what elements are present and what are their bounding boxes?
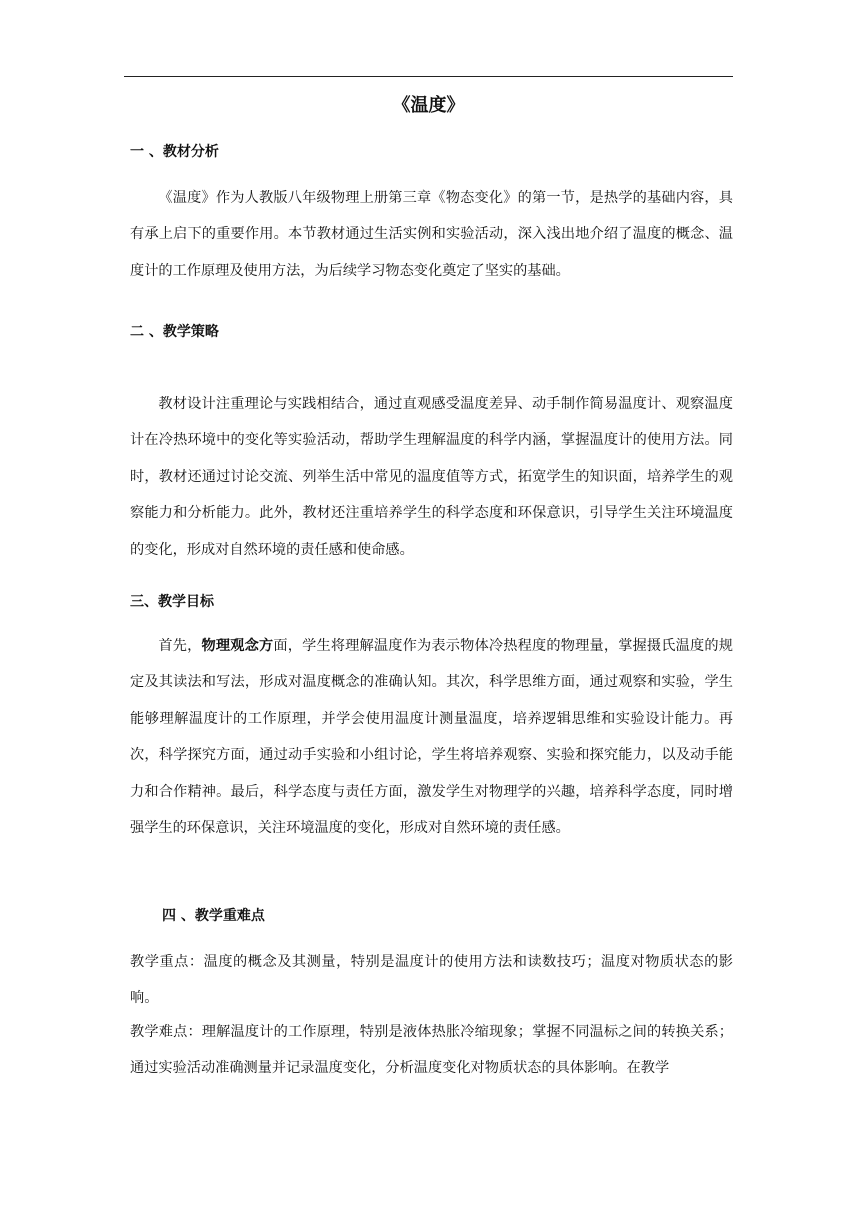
emphasis-text: 物理观念方 <box>201 638 274 654</box>
section-paragraph <box>130 628 733 846</box>
paragraph-prefix: 首先， <box>158 638 202 654</box>
section-heading-key-points: 四 、教学重难点 <box>162 908 265 924</box>
section-heading-teaching-strategy: 二 、教学策略 <box>130 324 219 340</box>
header-rule <box>124 76 733 77</box>
section-paragraph: 《温度》作为人教版八年级物理上册第三章《物态变化》的第一节，是热学的基础内容，具有承上启下的重要作用。本节教材通过生活实例和实验活动，深入浅出地介绍了温度的概念、温度计的工作原理及使用方法，为后续学习物态变化奠定了坚实的基础。 <box>130 190 733 279</box>
paragraph-rest: 面，学生将理解温度作为表示物体冷热程度的物理量，掌握摄氏温度的规定及其读法和写法，形成对温度概念的准确认知。其次，科学思维方面，通过观察和实验，学生能够理解温度计的工作原理，并学会使用温度计测量温度，培养逻辑思维和实验设计能力。再次，科学探究方面，通过动手实验和小组讨论，学生将培养观察、实验和探究能力，以及动手能力和合作精神。最后，科学态度与责任方面，激发学生对物理学的兴趣，培养科学态度，同时增强学生的环保意识，关注环境温度的变化，形成对自然环境的责任感。 <box>130 638 733 837</box>
section-heading-textbook-analysis: 一 、教材分析 <box>130 144 219 160</box>
section-paragraph: 教学难点：理解温度计的工作原理，特别是液体热胀冷缩现象；掌握不同温标之间的转换关系；通过实验活动准确测量并记录温度变化，分析温度变化对物质状态的具体影响。在教学 <box>130 1024 733 1077</box>
document-title: 《温度》 <box>392 95 465 116</box>
section-paragraph: 教学重点：温度的概念及其测量，特别是温度计的使用方法和读数技巧；温度对物质状态的影响。 <box>130 954 733 1007</box>
section-paragraph: 教材设计注重理论与实践相结合，通过直观感受温度差异、动手制作简易温度计、观察温度计在冷热环境中的变化等实验活动，帮助学生理解温度的科学内涵，掌握温度计的使用方法。同时，教材还通过讨论交流、列举生活中常见的温度值等方式，拓宽学生的知识面，培养学生的观察能力和分析能力。此外，教材还注重培养学生的科学态度和环保意识，引导学生关注环境温度的变化，形成对自然环境的责任感和使命感。 <box>130 396 733 558</box>
section-heading-teaching-goals: 三、教学目标 <box>130 594 214 610</box>
